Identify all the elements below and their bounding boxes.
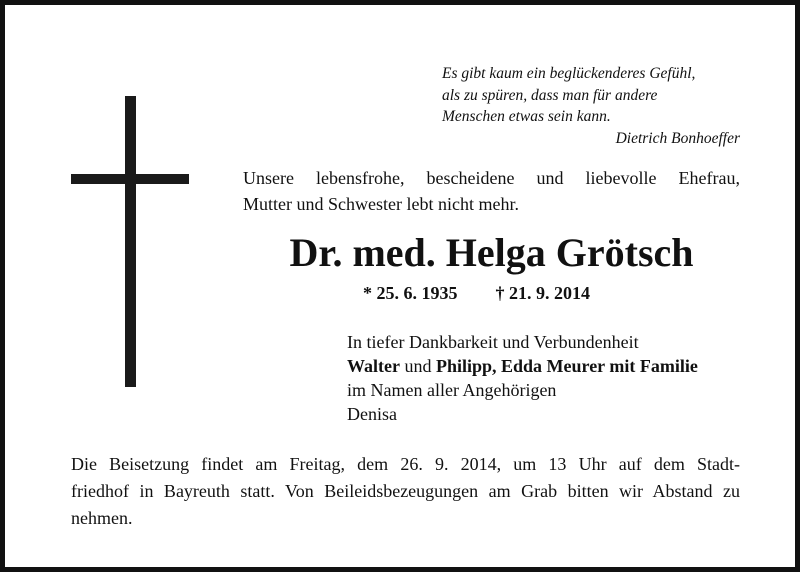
deceased-name: Dr. med. Helga Grötsch (289, 230, 694, 275)
bonhoeffer-quote (442, 63, 742, 149)
mourner-name: Philipp, Edda Meurer mit Familie (435, 356, 698, 376)
mourners-extra: Denisa (347, 404, 397, 424)
cross-vertical-beam (125, 96, 136, 387)
quote-author: Dietrich Bonhoeffer (615, 129, 740, 147)
life-dates (363, 281, 590, 305)
burial-line: friedhof in Bayreuth statt. Von Beileidsbezeugungen am Grab bitten wir Abstand zu (71, 481, 740, 501)
burial-line: Die Beisetzung findet am Freitag, dem 26. 9. 2014, um 13 Uhr auf dem Stadt- (71, 454, 740, 474)
intro-line: Unsere lebensfrohe, bescheidene und liebevolle Ehefrau, (243, 168, 740, 188)
mourners-relatives: im Namen aller Angehörigen (347, 380, 557, 400)
birth-date: * 25. 6. 1935 (363, 283, 458, 303)
cross-horizontal-beam (71, 174, 189, 184)
mourner-connector: und (404, 356, 432, 376)
quote-line: als zu spüren, dass man für andere (442, 86, 658, 104)
intro-text (243, 165, 740, 217)
burial-notice (71, 451, 740, 532)
death-date: † 21. 9. 2014 (495, 283, 590, 303)
intro-line: Mutter und Schwester lebt nicht mehr. (243, 194, 519, 214)
quote-line: Menschen etwas sein kann. (442, 108, 611, 125)
mourners-intro: In tiefer Dankbarkeit und Verbundenheit (347, 332, 639, 352)
quote-line: Es gibt kaum ein beglückenderes Gefühl, (442, 65, 696, 82)
mourners-block (347, 330, 698, 426)
burial-line: nehmen. (71, 508, 133, 528)
mourner-name: Walter (347, 356, 400, 376)
mourners-names (347, 354, 698, 378)
